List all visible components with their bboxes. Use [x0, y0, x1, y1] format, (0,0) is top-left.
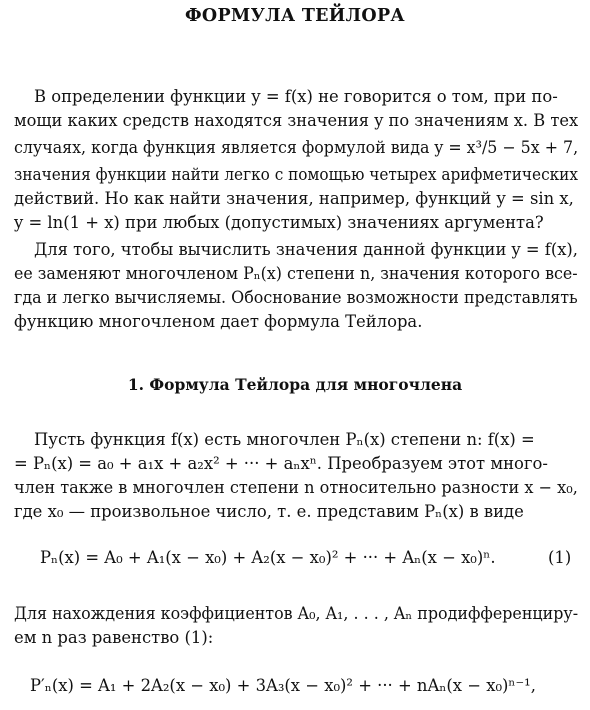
chapter-title: ФОРМУЛА ТЕЙЛОРА — [185, 6, 405, 26]
section-line: Для нахождения коэффициентов A₀, A₁, . . . , Aₙ продифференциру- — [14, 604, 579, 623]
equation-2: P′ₙ(x) = A₁ + 2A₂(x − x₀) + 3A₃(x − x₀)² + ··· + nAₙ(x − x₀)ⁿ⁻¹, — [30, 676, 536, 695]
intro-line: y = ln(1 + x) при любых (допустимых) значениях аргумента? — [14, 213, 544, 232]
section-line: ем n раз равенство (1): — [14, 628, 214, 647]
para2-line: Для того, чтобы вычислить значения данной функции y = f(x), — [34, 240, 578, 259]
section-line: Пусть функция f(x) есть многочлен Pₙ(x) степени n: f(x) = — [34, 430, 535, 449]
para2-line: функцию многочленом дает формула Тейлора. — [14, 312, 423, 331]
intro-line: В определении функции y = f(x) не говорится о том, при по- — [34, 87, 558, 106]
para2-line: гда и легко вычисляемы. Обоснование возможности представлять — [14, 288, 578, 307]
intro-line: случаях, когда функция является формулой вида y = x³/5 − 5x + 7, — [14, 138, 579, 157]
section-line: где x₀ — произвольное число, т. е. представим Pₙ(x) в виде — [14, 502, 524, 521]
para2-line: ее заменяют многочленом Pₙ(x) степени n, значения которого все- — [14, 264, 578, 283]
equation-1: Pₙ(x) = A₀ + A₁(x − x₀) + A₂(x − x₀)² + ··· + Aₙ(x − x₀)ⁿ. — [40, 548, 496, 567]
intro-line: мощи каких средств находятся значения y по значениям x. В тех — [14, 111, 579, 130]
section-line: член также в многочлен степени n относительно разности x − x₀, — [14, 478, 578, 497]
section-line: = Pₙ(x) = a₀ + a₁x + a₂x² + ··· + aₙxⁿ. Преобразуем этот много- — [14, 454, 548, 473]
equation-1-number: (1) — [548, 548, 572, 567]
intro-line: значения функции найти легко с помощью четырех арифметических — [14, 165, 578, 184]
intro-line: действий. Но как найти значения, например, функций y = sin x, — [14, 189, 574, 208]
section-title: 1. Формула Тейлора для многочлена — [127, 375, 463, 394]
